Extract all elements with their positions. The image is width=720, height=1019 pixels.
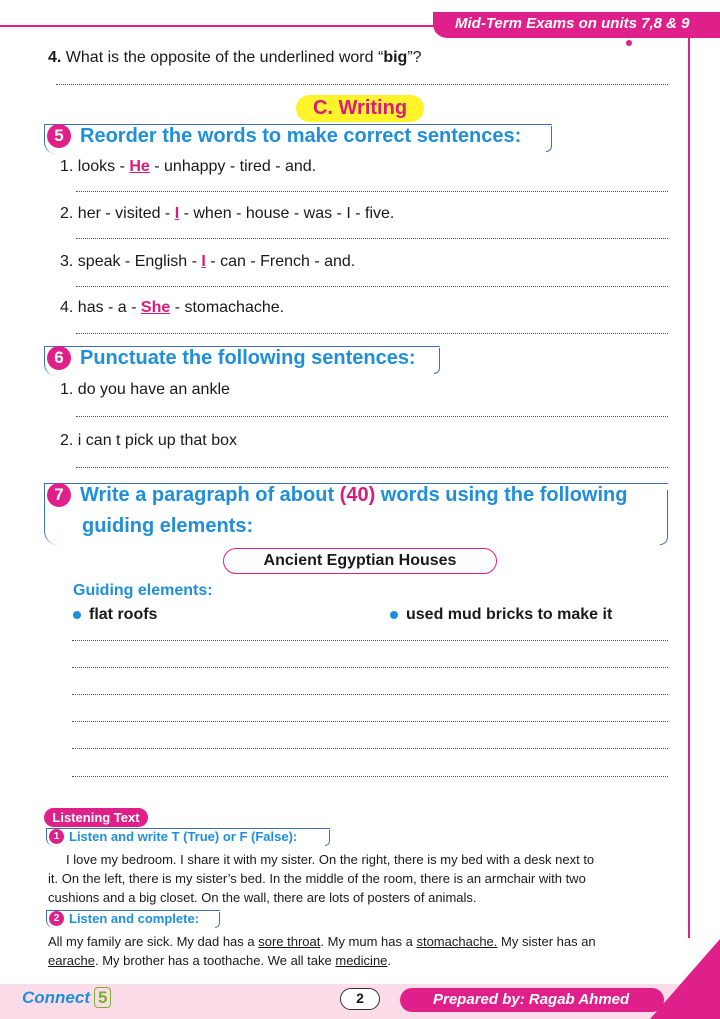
header-dot	[626, 40, 632, 46]
answer-line[interactable]	[72, 721, 668, 722]
item-text: - when - house - was - I - five.	[179, 205, 395, 222]
question-4	[48, 49, 422, 67]
q5-number: 5	[47, 124, 71, 148]
guiding-element	[390, 606, 612, 624]
listen1-title: Listen and write T (True) or F (False):	[69, 829, 298, 844]
answer-line[interactable]	[76, 416, 668, 417]
item-text: - stomachache.	[170, 299, 285, 316]
listen2-heading	[49, 911, 199, 926]
listen2-answer: earache	[48, 953, 95, 968]
item-text: 3. speak - English -	[60, 253, 202, 270]
listen2-paragraph	[48, 932, 660, 970]
q4-end: ”?	[407, 49, 422, 66]
item-text: - unhappy - tired - and.	[149, 158, 317, 175]
answer-line[interactable]	[72, 667, 668, 668]
listen2-bracket-right	[215, 912, 220, 928]
item-text: - can - French - and.	[205, 253, 356, 270]
answer-line[interactable]	[56, 84, 668, 85]
q4-word: big	[383, 49, 408, 66]
listening-label: Listening Text	[44, 808, 148, 827]
q7-number: 7	[47, 483, 71, 507]
item-text: 1. looks -	[60, 158, 130, 175]
answer-line[interactable]	[76, 191, 668, 192]
q7-title-b: words using the following	[375, 483, 628, 506]
listen2-answer: stomachache.	[416, 934, 498, 949]
q7-heading	[47, 483, 627, 507]
answer-line[interactable]	[72, 640, 668, 641]
q7-title-a: Write a paragraph of about	[80, 483, 340, 506]
listen2-text: . My mum has a	[320, 934, 417, 949]
listen1-bracket-right	[325, 830, 330, 846]
listen2-title: Listen and complete:	[69, 911, 200, 926]
logo-text: Connect	[22, 988, 90, 1007]
item-highlight: I	[174, 205, 180, 222]
q5-item	[60, 205, 394, 223]
item-highlight: She	[140, 299, 171, 316]
answer-line[interactable]	[72, 694, 668, 695]
header-title: Mid-Term Exams on units 7,8 & 9	[455, 15, 690, 32]
q5-item	[60, 253, 355, 271]
listen1-number: 1	[49, 829, 64, 844]
q5-bracket-right	[546, 126, 552, 152]
answer-line[interactable]	[76, 238, 668, 239]
answer-line[interactable]	[76, 333, 668, 334]
q7-bracket-right	[660, 490, 668, 545]
bullet-icon	[390, 611, 398, 619]
listen1-heading	[49, 829, 297, 844]
bullet-icon	[73, 611, 81, 619]
answer-line[interactable]	[76, 286, 668, 287]
logo-number: 5	[94, 987, 111, 1008]
item-text: 2. her - visited -	[60, 205, 175, 222]
answer-line[interactable]	[72, 776, 668, 777]
listen2-answer: medicine	[335, 953, 388, 968]
answer-line[interactable]	[72, 748, 668, 749]
answer-line[interactable]	[76, 467, 668, 468]
item-highlight: I	[201, 253, 206, 270]
listen1-line: it. On the left, there is my sister’s bed. In the middle of the room, there is an armchair with two	[48, 871, 586, 886]
q5-item	[60, 299, 284, 317]
q6-item: 1. do you have an ankle	[60, 381, 230, 398]
q4-text: What is the opposite of the underlined word “	[61, 49, 384, 66]
listen1-line: cushions and a big closet. On the wall, there are lots of posters of animals.	[48, 890, 477, 905]
connect-logo	[22, 988, 111, 1008]
q6-number: 6	[47, 346, 71, 370]
q5-title: Reorder the words to make correct sentences:	[80, 124, 522, 147]
q7-title-line2: guiding elements:	[82, 515, 254, 537]
listen2-number: 2	[49, 911, 64, 926]
listen2-text: My sister has an	[497, 934, 596, 949]
topic-title: Ancient Egyptian Houses	[223, 548, 497, 574]
page-number: 2	[340, 988, 380, 1010]
q5-item	[60, 158, 316, 176]
listen2-text: All my family are sick. My dad has a	[48, 934, 259, 949]
guiding-label: Guiding elements:	[73, 582, 213, 599]
q7-title-num: (40)	[339, 483, 376, 506]
q7-title	[80, 484, 627, 507]
listen2-text: . My brother has a toothache. We all take	[94, 953, 336, 968]
q4-number: 4.	[48, 49, 62, 66]
guiding-element-text: flat roofs	[89, 606, 158, 623]
corner-decoration	[650, 939, 720, 1019]
q5-heading	[47, 124, 521, 148]
q6-item: 2. i can t pick up that box	[60, 432, 237, 449]
guiding-element	[73, 606, 157, 624]
item-highlight: He	[129, 158, 150, 175]
prepared-by: Prepared by: Ragab Ahmed	[400, 988, 664, 1012]
listen2-answer: sore throat	[258, 934, 321, 949]
q6-bracket-right	[434, 348, 440, 374]
item-text: 4. has - a -	[60, 299, 141, 316]
listen1-line: I love my bedroom. I share it with my sister. On the right, there is my bed with a desk next to	[66, 852, 595, 867]
listen2-text: .	[387, 953, 392, 968]
section-title: C. Writing	[296, 95, 424, 122]
q6-heading	[47, 346, 416, 370]
header-rule	[0, 25, 440, 27]
page-border	[688, 38, 690, 938]
guiding-element-text: used mud bricks to make it	[406, 606, 613, 623]
q6-title: Punctuate the following sentences:	[80, 346, 416, 369]
